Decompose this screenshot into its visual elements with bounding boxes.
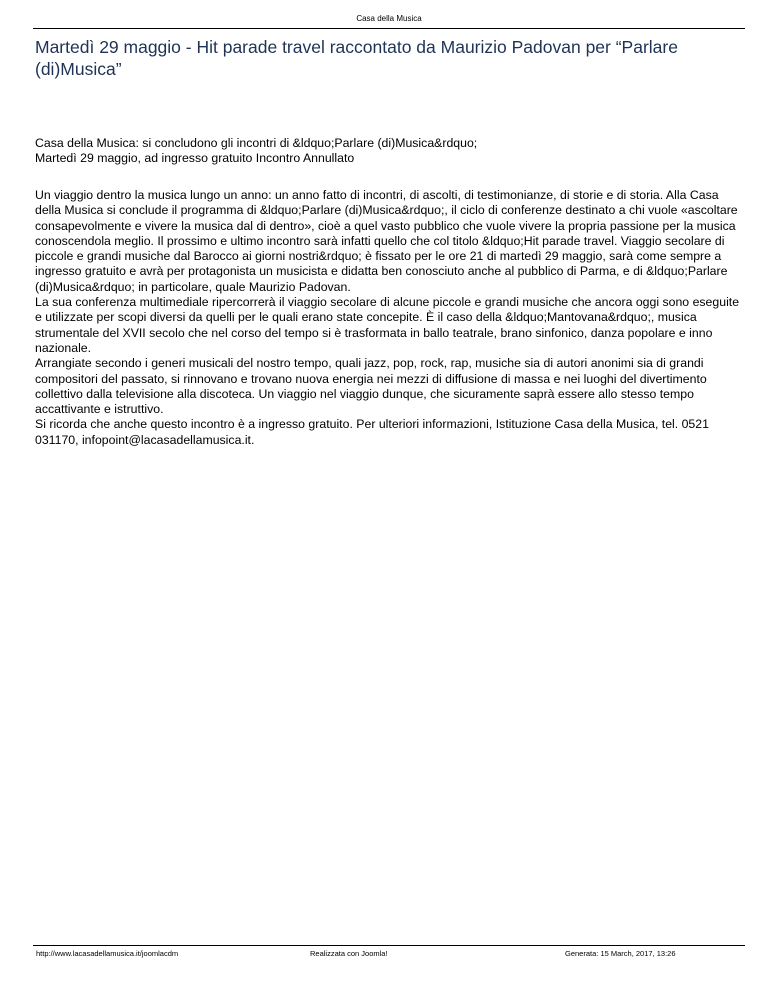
- footer-url[interactable]: [36, 949, 178, 959]
- article-body: [35, 188, 740, 448]
- body-paragraph: Un viaggio dentro la musica lungo un anno: un anno fatto di incontri, di ascolti, di testimonianze, di storie e di storia. Alla Casa della Musica si conclude il programma di &ldquo;Parlare (di)Musica&rdquo;, il ciclo di conferenze destinato a chi vuole «ascoltare consapevolmente e vivere la musica dal di dentro», cioè a quel vasto pubblico che vuole vivere la propria passione per la musica conoscendola meglio. Il prossimo e ultimo incontro sarà infatti quello che col titolo &ldquo;Hit parade travel. Viaggio secolare di piccole e grandi musiche dal Barocco ai giorni nostri&rdquo; è fissato per le ore 21 di martedì 29 maggio, sarà come sempre a ingresso gratuito e avrà per protagonista un musicista e didatta ben conosciuto anche al pubblico di Parma, e di &ldquo;Parlare (di)Musica&rdquo; in particolare, quale Maurizio Padovan.: [35, 188, 738, 294]
- body-paragraph: Arrangiate secondo i generi musicali del nostro tempo, quali jazz, pop, rock, rap, musiche sia di autori anonimi sia di grandi compositori del passato, si rinnovano e trovano nuova energia nei mezzi di diffusione di massa e nei luoghi del divertimento collettivo dalla televisione alla discoteca. Un viaggio nel viaggio dunque, che sicuramente saprà essere allo stesso tempo accattivante e istruttivo.: [35, 356, 707, 417]
- body-paragraph: La sua conferenza multimediale ripercorrerà il viaggio secolare di alcune piccole e grandi musiche che ancora oggi sono eseguite e utilizzate per scopi diversi da quelli per le quali erano state concepite. È il caso della &ldquo;Mantovana&rdquo;, musica strumentale del XVII secolo che nel corso del tempo si è trasformata in ballo teatrale, brano sinfonico, danza popolare e inno nazionale.: [35, 295, 740, 355]
- footer-divider: [33, 945, 745, 946]
- article-intro: [35, 136, 740, 166]
- intro-line: Casa della Musica: si concludono gli incontri di &ldquo;Parlare (di)Musica&rdquo;: [35, 136, 478, 150]
- page-header: [33, 14, 745, 24]
- body-paragraph: Si ricorda che anche questo incontro è a ingresso gratuito. Per ulteriori informazioni, Istituzione Casa della Musica, tel. 0521 031170, infopoint@lacasadellamusica.it.: [35, 417, 709, 447]
- site-url-link[interactable]: http://www.lacasadellamusica.it/joomlacdm: [36, 949, 179, 958]
- footer-generated-date: Generata: 15 March, 2017, 13:26: [565, 949, 676, 958]
- article-title: Martedì 29 maggio - Hit parade travel raccontato da Maurizio Padovan per “Parlare (di)Musica”: [35, 37, 678, 79]
- site-name: Casa della Musica: [356, 14, 422, 23]
- header-divider: [33, 28, 745, 29]
- footer-credit: Realizzata con Joomla!: [310, 949, 388, 958]
- intro-line: Martedì 29 maggio, ad ingresso gratuito Incontro Annullato: [35, 151, 355, 165]
